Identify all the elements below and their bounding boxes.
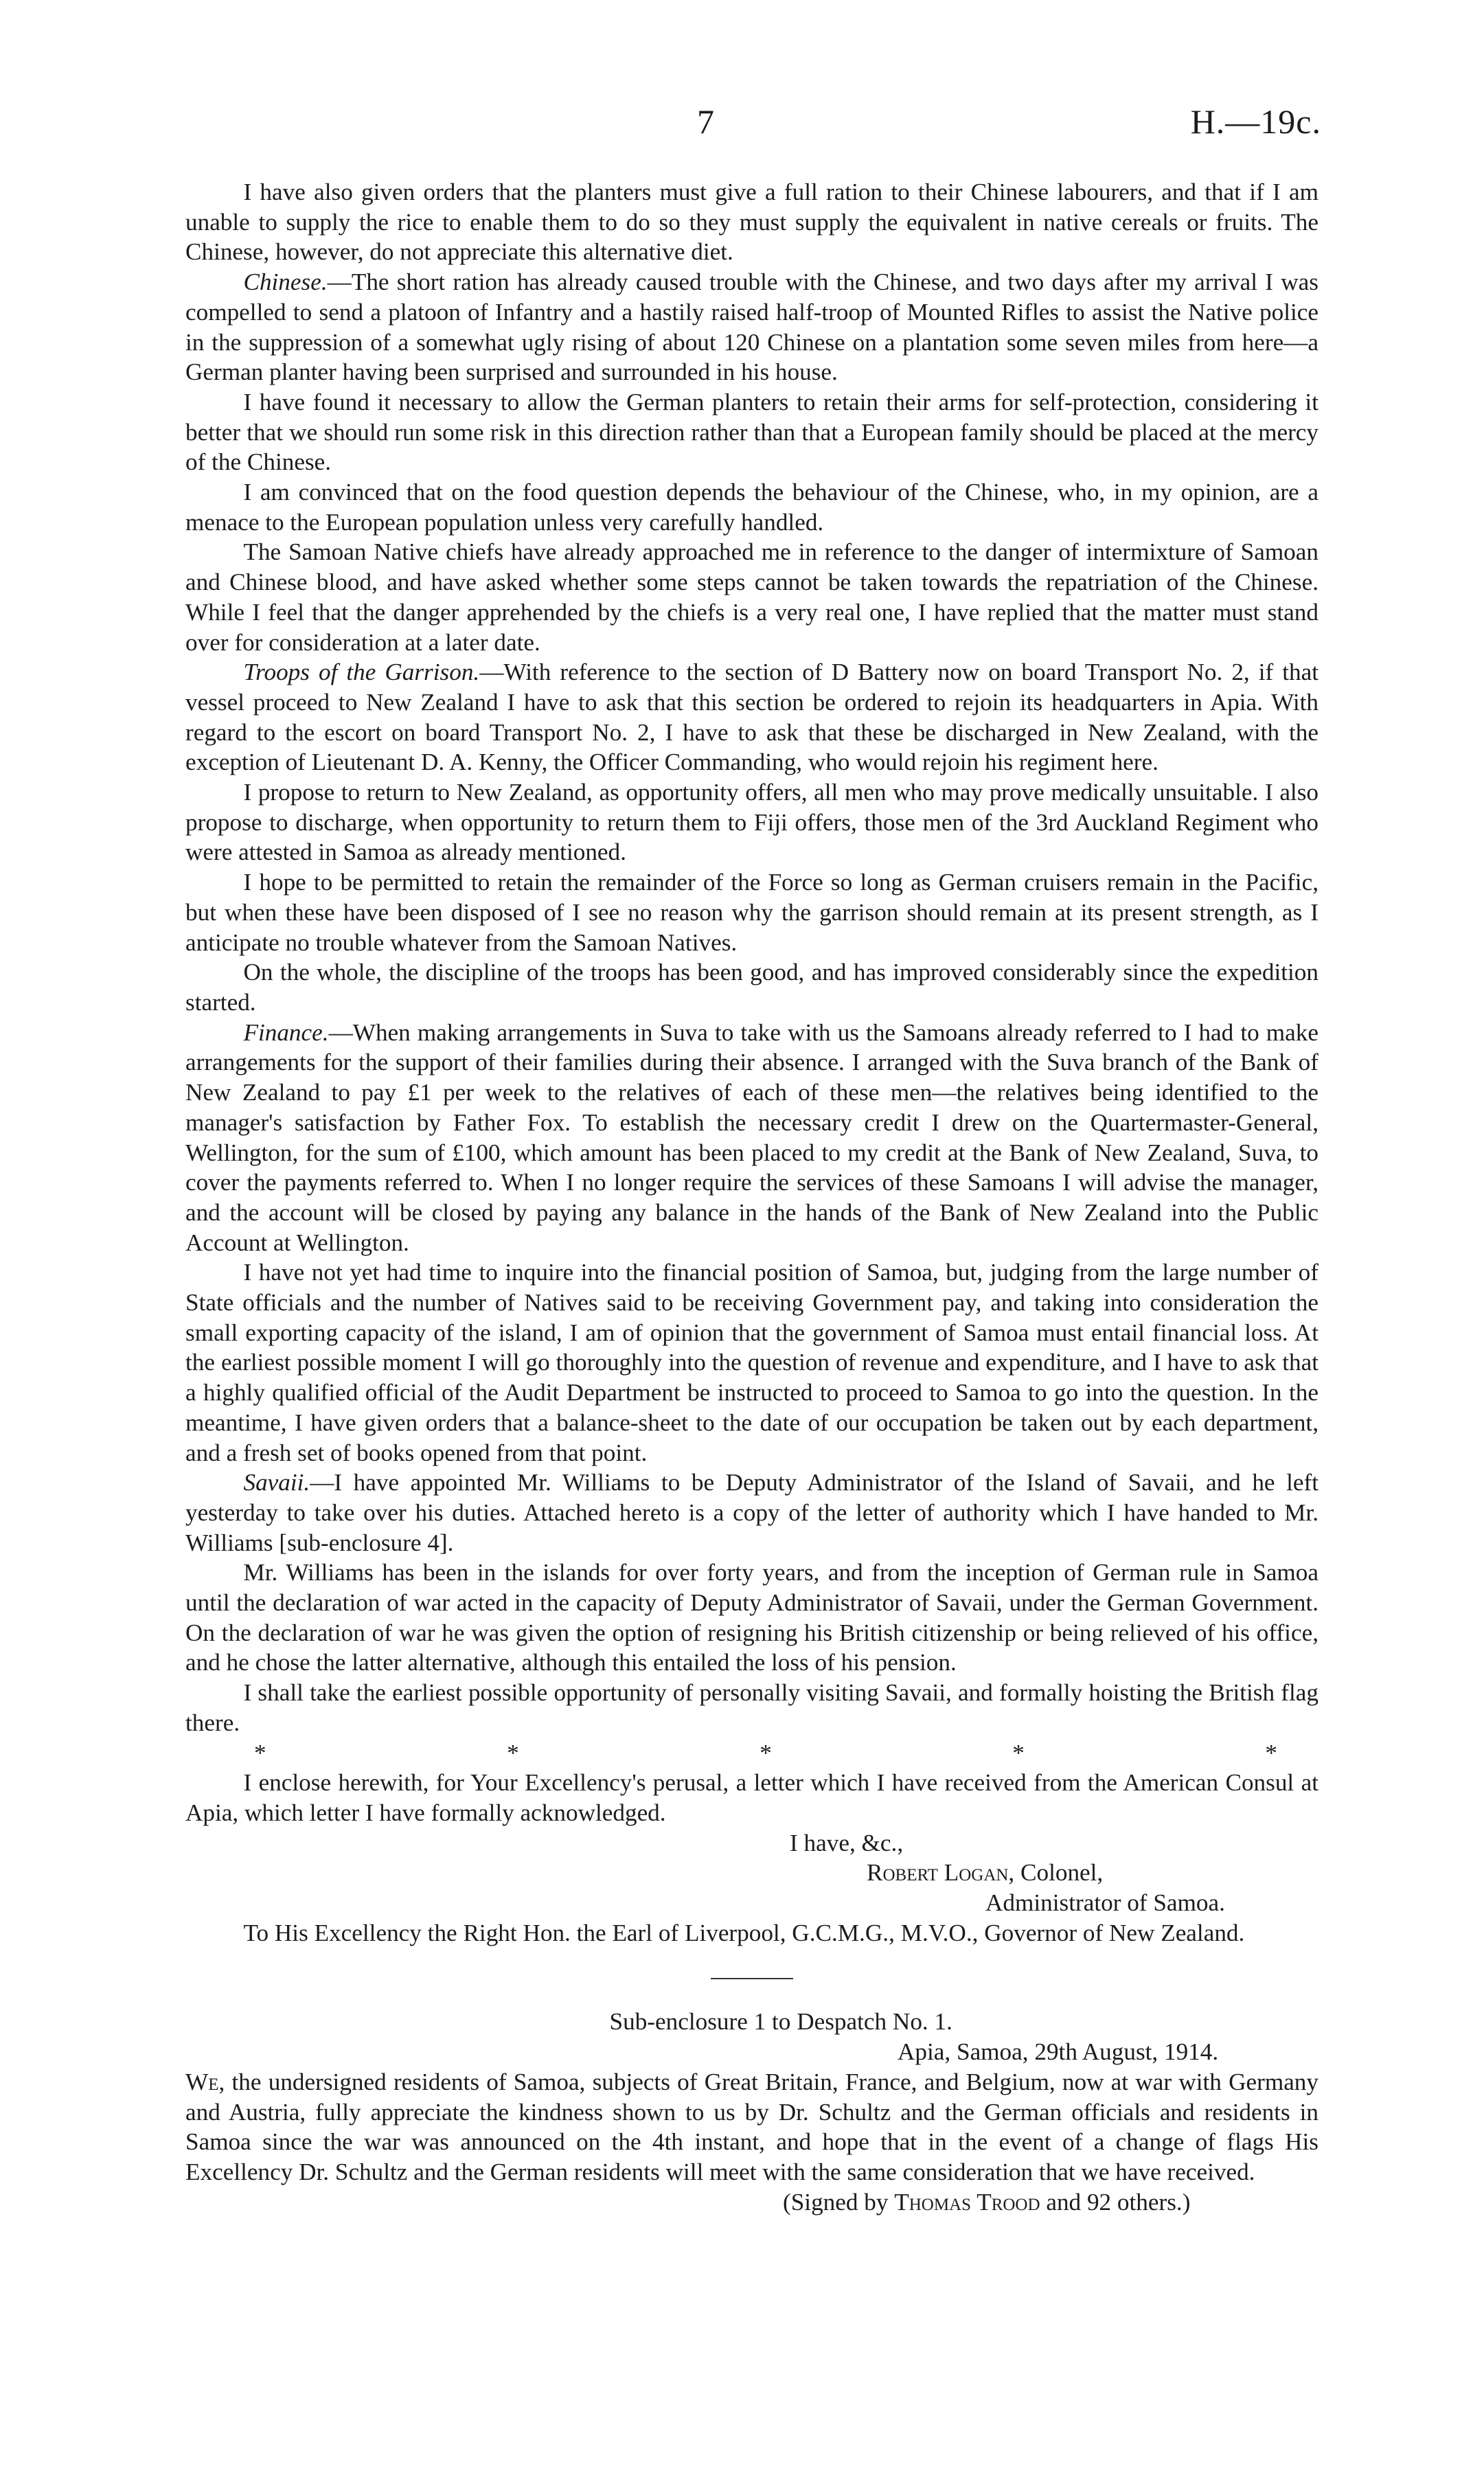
- sub-enclosure-heading: Sub-enclosure 1 to Despatch No. 1.: [609, 2008, 952, 2036]
- addressee: To His Excellency the Right Hon. the Earl of Liverpool, G.C.M.G., M.V.O., Governor of New Zealand.: [243, 1919, 1245, 1946]
- paragraph-chinese: Chinese.—The short ration has already caused trouble with the Chinese, and two days after my arrival I was compelled to send a platoon of Infantry and a hastily raised half-troop of Mounted Rifles to assist the Native police in the suppression of a somewhat ugly rising of about 120 Chinese on a plantation some seven miles from here—a German planter having been surprised and surrounded in his house.: [185, 269, 1319, 386]
- sub-enclosure-date: Apia, Samoa, 29th August, 1914.: [898, 2038, 1219, 2066]
- paragraph-return: I propose to return to New Zealand, as opportunity offers, all men who may prove medically unsuitable. I also propose to discharge, when opportunity to return them to Fiji offers, those men of the 3rd Auckland Regiment who were attested in Samoa as already mentioned.: [185, 779, 1319, 866]
- paragraph-force: I hope to be permitted to retain the remainder of the Force so long as German cruisers remain in the Pacific, but when these have been disposed of I see no reason why the garrison should remain at its present strength, as I anticipate no trouble whatever from the Samoan Natives.: [185, 869, 1319, 956]
- document-reference: H.—19c.: [1190, 102, 1321, 141]
- page-number: 7: [697, 102, 714, 141]
- paragraph-enclosure: I enclose herewith, for Your Excellency's perusal, a letter which I have received from the American Consul at Apia, which letter I have formally acknowledged.: [185, 1769, 1319, 1826]
- signatory-name: Robert Logan: [867, 1859, 1009, 1887]
- paragraph-arms: I have found it necessary to allow the German planters to retain their arms for self-protection, considering it better that we should run some risk in this direction rather than that a European family should be placed at the mercy of the Chinese.: [185, 388, 1319, 476]
- paragraph-savaii: Savaii.—I have appointed Mr. Williams to be Deputy Administrator of the Island of Savaii, and he left yesterday to take over his duties. Attached hereto is a copy of the letter of authority which I have handed to Mr. Williams [sub-enclosure 4].: [185, 1469, 1319, 1556]
- section-heading-garrison: Troops of the Garrison.: [243, 659, 480, 686]
- sub-enclosure-signed: (Signed by Thomas Trood and 92 others.): [783, 2188, 1191, 2216]
- ellipsis-stars: * * * * *: [254, 1739, 1277, 1766]
- paragraph-williams: Mr. Williams has been in the islands for over forty years, and from the inception of German rule in Samoa until the declaration of war acted in the capacity of Deputy Administrator of Savaii, under the German Government. On the declaration of war he was given the option of resigning his British citizenship or being relieved of his office, and he chose the latter alternative, although this entailed the loss of his pension.: [185, 1559, 1319, 1676]
- section-heading-chinese: Chinese.: [243, 269, 328, 296]
- section-heading-savaii: Savaii.: [243, 1469, 310, 1496]
- signature-title: Administrator of Samoa.: [985, 1889, 1225, 1917]
- paragraph-flag: I shall take the earliest possible opportunity of personally visiting Savaii, and formally hoisting the British flag there.: [185, 1679, 1319, 1736]
- section-divider: [711, 1978, 793, 1979]
- signature-closing: I have, &c.,: [790, 1829, 904, 1856]
- paragraph-rations: I have also given orders that the planters must give a full ration to their Chinese labourers, and that if I am unable to supply the rice to enable them to do so they must supply the equivalent in native cereals or fruits. The Chinese, however, do not appreciate this alternative diet.: [185, 179, 1319, 266]
- signed-name: Thomas Trood: [894, 2188, 1040, 2216]
- paragraph-food-question: I am convinced that on the food question depends the behaviour of the Chinese, who, in my opinion, are a menace to the European population unless very carefully handled.: [185, 479, 1319, 536]
- signature-name-line: Robert Logan, Colonel,: [867, 1859, 1104, 1887]
- paragraph-financial-position: I have not yet had time to inquire into the financial position of Samoa, but, judging from the large number of State officials and the number of Natives said to be receiving Government pay, and taking into consideration the small exporting capacity of the island, I am of opinion that the government of Samoa must entail financial loss. At the earliest possible moment I will go thoroughly into the question of revenue and expenditure, and I have to ask that a highly qualified official of the Audit Department be instructed to proceed to Samoa to go into the question. In the meantime, I have given orders that a balance-sheet to the date of our occupation be taken out by each department, and a fresh set of books opened from that point.: [185, 1259, 1319, 1466]
- paragraph-chiefs: The Samoan Native chiefs have already approached me in reference to the danger of intermixture of Samoan and Chinese blood, and have asked whether some steps cannot be taken towards the repatriation of the Chinese. While I feel that the danger apprehended by the chiefs is a very real one, I have replied that the matter must stand over for consideration at a later date.: [185, 538, 1319, 656]
- sub-enclosure-body: We, the undersigned residents of Samoa, subjects of Great Britain, France, and Belgium, now at war with Germany and Austria, fully appreciate the kindness shown to us by Dr. Schultz and the German officials and residents in Samoa since the war was announced on the 4th instant, and hope that in the event of a change of flags His Excellency Dr. Schultz and the German residents will meet with the same consideration that we have received.: [185, 2068, 1319, 2185]
- paragraph-discipline: On the whole, the discipline of the troops has been good, and has improved considerably since the expedition started.: [185, 959, 1319, 1016]
- paragraph-garrison: Troops of the Garrison.—With reference to the section of D Battery now on board Transport No. 2, if that vessel proceed to New Zealand I have to ask that this section be ordered to rejoin its headquarters in Apia. With regard to the escort on board Transport No. 2, I have to ask that these be discharged in New Zealand, with the exception of Lieutenant D. A. Kenny, the Officer Commanding, who would rejoin his regiment here.: [185, 659, 1319, 776]
- section-heading-finance: Finance.: [243, 1018, 329, 1046]
- document-body: [185, 177, 1319, 2217]
- paragraph-finance: Finance.—When making arrangements in Suva to take with us the Samoans already referred to I had to make arrangements for the support of their families during their absence. I arranged with the Suva branch of the Bank of New Zealand to pay £1 per week to the relatives of each of these men—the relatives being identified to the manager's satisfaction by Father Fox. To establish the necessary credit I drew on the Quartermaster-General, Wellington, for the sum of £100, which amount has been placed to my credit at the Bank of New Zealand, Suva, to cover the payments referred to. When I no longer require the services of these Samoans I will advise the manager, and the account will be closed by paying any balance in the hands of the Bank of New Zealand into the Public Account at Wellington.: [185, 1018, 1319, 1256]
